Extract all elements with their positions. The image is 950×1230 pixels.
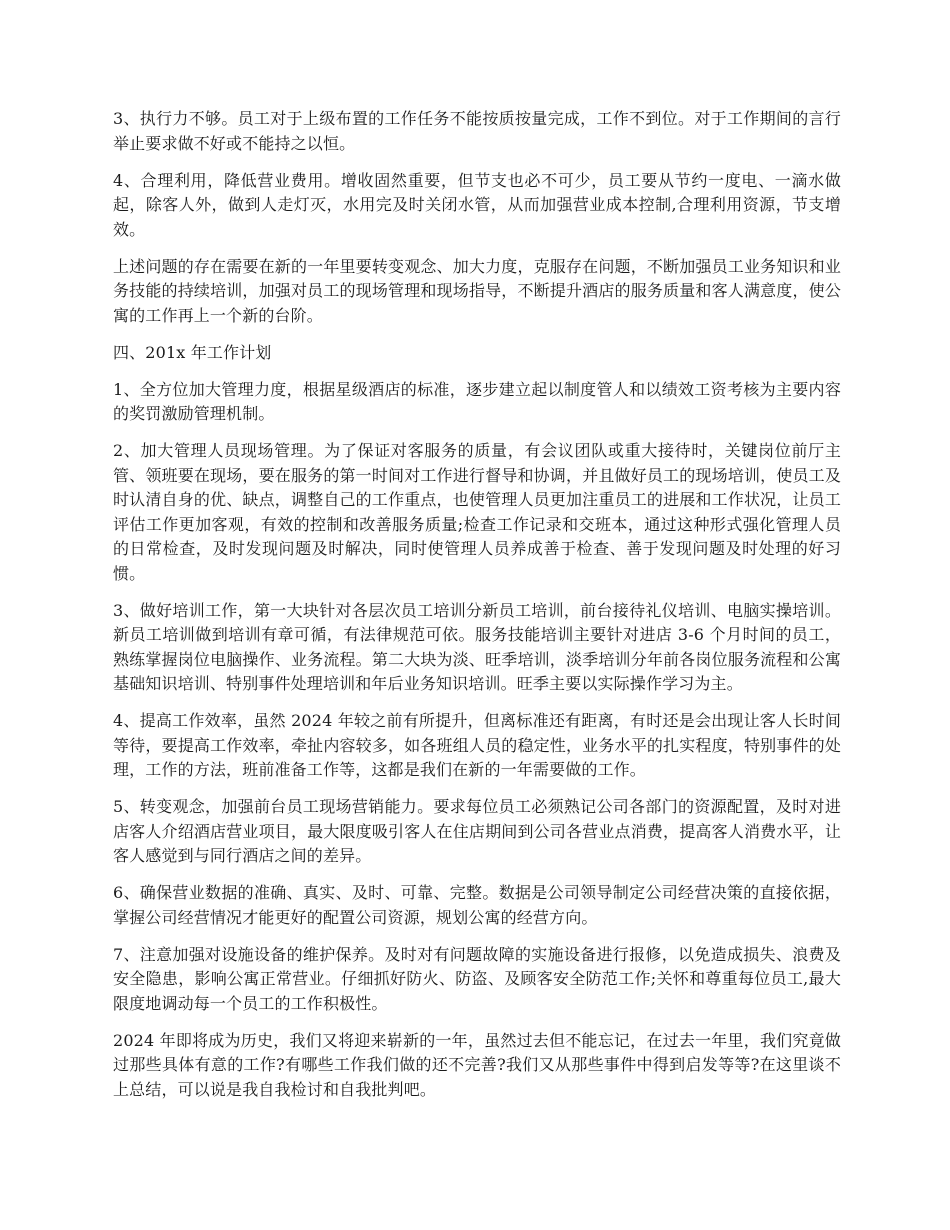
paragraph-plan-2: 2、加大管理人员现场管理。为了保证对客服务的质量，有会议团队或重大接待时，关键岗位前厅主管、领班要在现场，要在服务的第一时间对工作进行督导和协调，并且做好员工的现场培训，使员工及时认清自身的优、缺点，调整自己的工作重点，也使管理人员更加注重员工的进展和工作状况，让员工评估工作更加客观，有效的控制和改善服务质量;检查工作记录和交班本，通过这种形式强化管理人员的日常检查，及时发现问题及时解决，同时使管理人员养成善于检查、善于发现问题及时处理的好习惯。 — [113, 441, 841, 583]
paragraph-problem-4: 4、合理利用，降低营业费用。增收固然重要，但节支也必不可少，员工要从节约一度电、一滴水做起，除客人外，做到人走灯灭，水用完及时关闭水管，从而加强营业成本控制,合理利用资源，节支增效。 — [113, 170, 841, 239]
paragraph-closing: 2024 年即将成为历史，我们又将迎来崭新的一年，虽然过去但不能忘记，在过去一年里，我们究竟做过那些具体有意的工作?有哪些工作我们做的还不完善?我们又从那些事件中得到启发等等?在这里谈不上总结，可以说是我自我检讨和自我批判吧。 — [113, 1030, 841, 1099]
paragraph-plan-7: 7、注意加强对设施设备的维护保养。及时对有问题故障的实施设备进行报修，以免造成损失、浪费及安全隐患，影响公寓正常营业。仔细抓好防火、防盗、及顾客安全防范工作;关怀和尊重每位员工,最大限度地调动每一个员工的工作积极性。 — [113, 944, 841, 1013]
section-heading-work-plan: 四、201x 年工作计划 — [113, 342, 272, 362]
paragraph-plan-4: 4、提高工作效率，虽然 2024 年较之前有所提升，但离标准还有距离，有时还是会出现让客人长时间等待，要提高工作效率，牵扯内容较多，如各班组人员的稳定性，业务水平的扎实程度，特别事件的处理，工作的方法，班前准备工作等，这都是我们在新的一年需要做的工作。 — [113, 711, 841, 779]
paragraph-problem-summary: 上述问题的存在需要在新的一年里要转变观念、加大力度，克服存在问题，不断加强员工业务知识和业务技能的持续培训，加强对员工的现场管理和现场指导，不断提升酒店的服务质量和客人满意度，使公寓的工作再上一个新的台阶。 — [113, 256, 841, 325]
paragraph-plan-5: 5、转变观念，加强前台员工现场营销能力。要求每位员工必须熟记公司各部门的资源配置，及时对进店客人介绍酒店营业项目，最大限度吸引客人在住店期间到公司各营业点消费，提高客人消费水平，让客人感觉到与同行酒店之间的差异。 — [113, 797, 841, 865]
paragraph-plan-6: 6、确保营业数据的准确、真实、及时、可靠、完整。数据是公司领导制定公司经营决策的直接依据，掌握公司经营情况才能更好的配置公司资源，规划公寓的经营方向。 — [113, 883, 841, 927]
document-body — [113, 107, 841, 1115]
paragraph-problem-3: 3、执行力不够。员工对于上级布置的工作任务不能按质按量完成，工作不到位。对于工作期间的言行举止要求做不好或不能持之以恒。 — [113, 109, 841, 153]
paragraph-plan-1: 1、全方位加大管理力度，根据星级酒店的标准，逐步建立起以制度管人和以绩效工资考核为主要内容的奖罚激励管理机制。 — [113, 379, 841, 423]
paragraph-plan-3: 3、做好培训工作，第一大块针对各层次员工培训分新员工培训，前台接待礼仪培训、电脑实操培训。新员工培训做到培训有章可循，有法律规范可依。服务技能培训主要针对进店 3-6 个月时间的员工，熟练掌握岗位电脑操作、业务流程。第二大块为淡、旺季培训，淡季培训分年前各岗位服务流程和公寓基础知识培训、特别事件处理培训和年后业务知识培训。旺季主要以实际操作学习为主。 — [113, 600, 841, 693]
